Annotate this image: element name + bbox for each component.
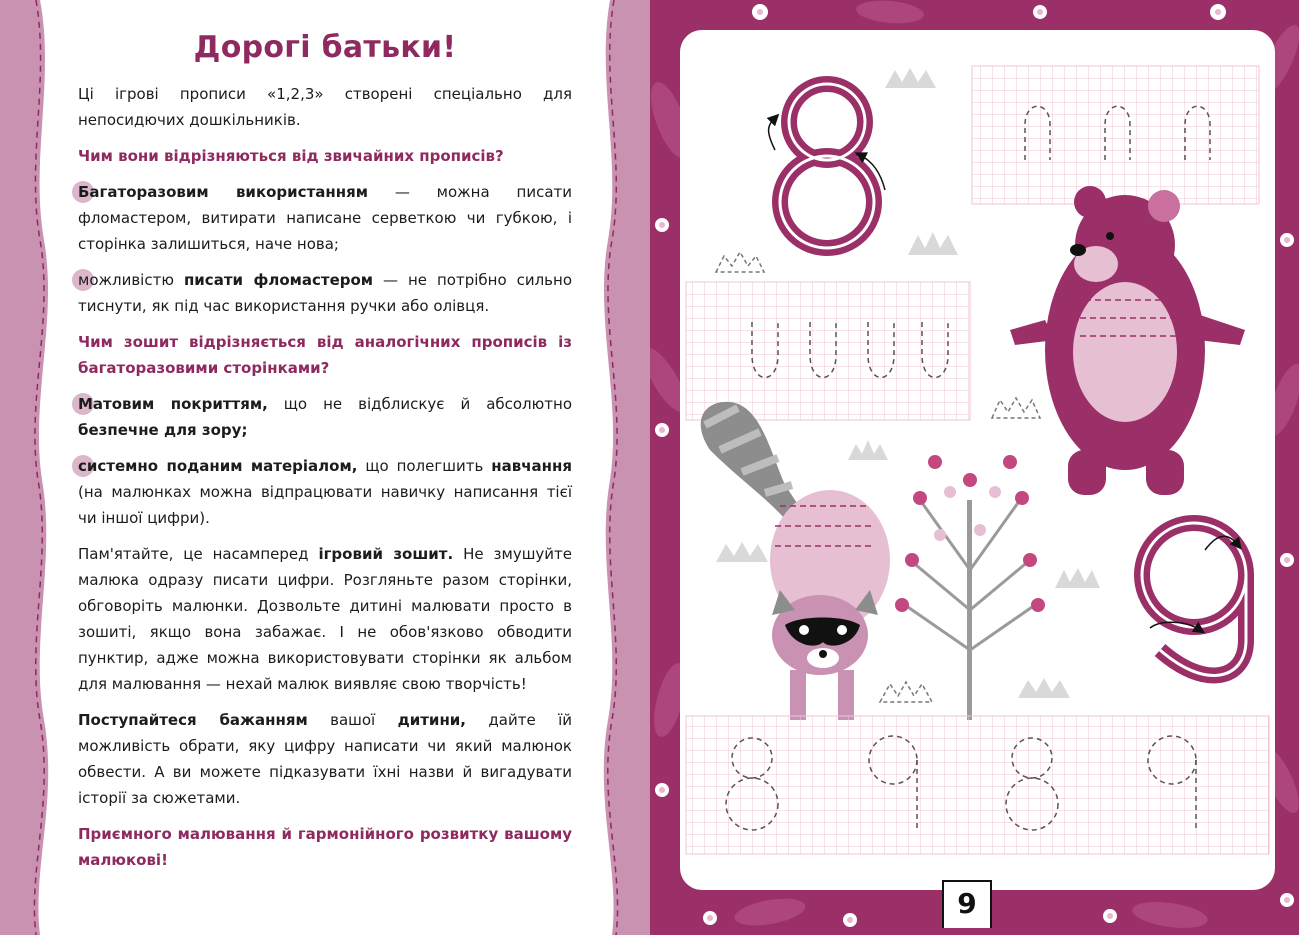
list-item: Багаторазовим використанням — можна писати фломастером, витирати написане серветкою чи губкою, і сторінка залишиться, наче нова; <box>78 179 572 257</box>
tracing-grid-top <box>972 66 1259 204</box>
worksheet-card <box>680 30 1275 890</box>
question-heading-1: Чим вони відрізняються від звичайних прописів? <box>78 147 504 165</box>
reminder-paragraph: Пам'ятайте, це насамперед ігровий зошит. Не змушуйте малюка одразу писати цифри. Розгляньте разом сторінки, обговоріть малюнки. Дозвольте дитині малювати просто в зошиті, якщо вона забажає. І не обов'язково обводити пунктир, адже можна використовувати сторінки як альбом для малювання — нехай малюк виявляє свою творчість! <box>78 545 573 693</box>
worksheet-illustration <box>680 30 1275 890</box>
right-page <box>650 0 1299 935</box>
list-item: Матовим покриттям, що не відблискує й абсолютно безпечне для зору; <box>78 391 572 443</box>
page-title: Дорогі батьки! <box>193 30 457 65</box>
closing-wish: Приємного малювання й гармонійного розвитку вашому малюкові! <box>78 825 572 869</box>
tracing-grid-middle <box>686 282 970 420</box>
big-digit-nine-icon <box>1142 523 1246 675</box>
question-heading-2: Чим зошит відрізняється від аналогічних прописів із багаторазовими сторінками? <box>78 333 572 377</box>
big-digit-eight-icon <box>769 84 885 248</box>
tree-illustration <box>895 455 1045 720</box>
bear-illustration <box>1010 186 1245 495</box>
list-item: системно поданим матеріалом, що полегшить навчання (на малюнках можна відпрацювати навичку написання тієї чи іншої цифри). <box>78 453 572 531</box>
advice-paragraph: Поступайтеся бажанням вашої дитини, дайте їй можливість обрати, яку цифру написати чи який малюнок обвести. А ви можете підказувати їхні назви й вигадувати історії за сюжетами. <box>78 711 572 807</box>
parents-letter <box>78 30 572 883</box>
list-item: можливістю писати фломастером — не потрібно сильно тиснути, як під час використання ручки або олівця. <box>78 267 572 319</box>
intro-paragraph: Ці ігрові прописи «1,2,3» створені спеціально для непосидючих дошкільників. <box>78 85 572 129</box>
page-number: 9 <box>942 880 992 928</box>
tracing-grid-bottom <box>686 716 1269 854</box>
